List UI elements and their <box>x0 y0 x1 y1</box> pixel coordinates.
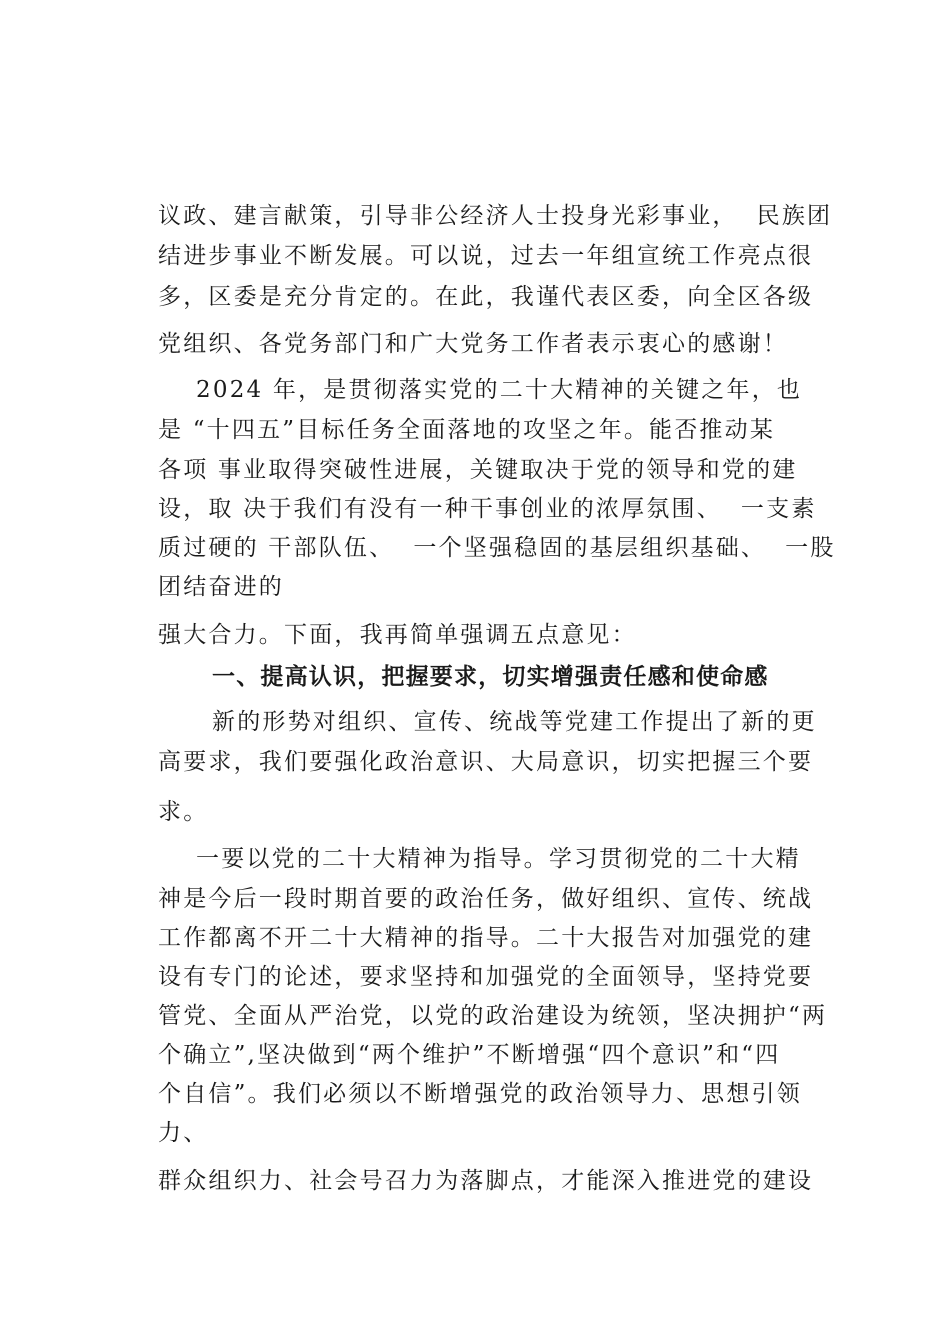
paragraph-line: 各项 事业取得突破性进展，关键取决于党的领导和党的建 <box>158 457 798 483</box>
paragraph-line: 神是今后一段时期首要的政治任务，做好组织、宣传、统战 <box>158 886 814 912</box>
paragraph-line: 设，取 决于我们有没有一种干事创业的浓厚氛围、 一支素 <box>158 496 817 522</box>
paragraph-line: 个自信”。我们必须以不断增强党的政治领导力、思想引领 <box>158 1081 802 1107</box>
paragraph-line: 一要以党的二十大精神为指导。学习贯彻党的二十大精 <box>158 846 801 872</box>
paragraph-line: 议政、建言献策，引导非公经济人士投身光彩事业， 民族团 <box>158 203 833 229</box>
paragraph-line: 群众组织力、社会号召力为落脚点，才能深入推进党的建设 <box>158 1168 814 1194</box>
paragraph-line: 新的形势对组织、宣传、统战等党建工作提出了新的更 <box>212 709 817 735</box>
paragraph-line: 高要求，我们要强化政治意识、大局意识，切实把握三个要 <box>158 749 814 775</box>
paragraph-line: 质过硬的 干部队伍、 一个坚强稳固的基层组织基础、 一股 <box>158 535 836 561</box>
paragraph-line: 设有专门的论述，要求坚持和加强党的全面领导，坚持党要 <box>158 964 814 990</box>
paragraph-line: 求。 <box>158 799 209 825</box>
paragraph-line: 结进步事业不断发展。可以说，过去一年组宣统工作亮点很 <box>158 243 814 269</box>
paragraph-line: 团结奋进的 <box>158 574 284 600</box>
paragraph-line: 多，区委是充分肯定的。在此，我谨代表区委，向全区各级 <box>158 284 814 310</box>
section-heading: 一、提高认识，把握要求，切实增强责任感和使命感 <box>212 664 769 690</box>
paragraph-line: 个确立”,坚决做到“两个维护”不断增强“四个意识”和“四 <box>158 1042 781 1068</box>
paragraph-line: 管党、全面从严治党，以党的政治建设为统领，坚决拥护“两 <box>158 1003 828 1029</box>
paragraph-line: 力、 <box>158 1120 209 1146</box>
paragraph-line: 强大合力。下面，我再简单强调五点意见： <box>158 622 637 648</box>
paragraph-line: 工作都离不开二十大精神的指导。二十大报告对加强党的建 <box>158 925 814 951</box>
paragraph-line: 党组织、各党务部门和广大党务工作者表示衷心的感谢！ <box>158 331 788 357</box>
paragraph-line: 是 “十四五”目标任务全面落地的攻坚之年。能否推动某 <box>158 417 776 443</box>
paragraph-line: 2024 年，是贯彻落实党的二十大精神的关键之年，也 <box>158 377 803 403</box>
